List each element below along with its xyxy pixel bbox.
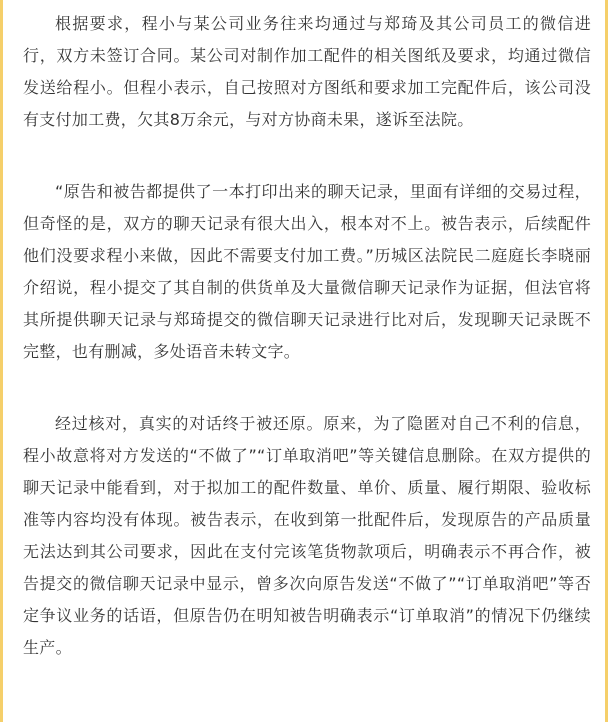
article-body [23,0,591,664]
paragraph-3: 经过核对，真实的对话终于被还原。原来，为了隐匿对自己不利的信息，程小故意将对方发送的“不做了”“订单取消吧”等关键信息删除。在双方提供的聊天记录中能看到，对于拟加工的配件数量、单价、质量、履行期限、验收标准等内容均没有体现。被告表示，在收到第一批配件后，发现原告的产品质量无法达到其公司要求，因此在支付完该笔货物款项后，明确表示不再合作，被告提交的微信聊天记录中显示，曾多次向原告发送“不做了”“订单取消吧”等否定争议业务的话语，但原告仍在明知被告明确表示“订单取消”的情况下仍继续生产。 [23,414,591,657]
paragraph-2: “原告和被告都提供了一本打印出来的聊天记录，里面有详细的交易过程，但奇怪的是，双方的聊天记录有很大出入，根本对不上。被告表示，后续配件他们没要求程小来做，因此不需要支付加工费。”历城区法院民二庭庭长李晓丽介绍说，程小提交了其自制的供货单及大量微信聊天记录作为证据，但法官将其所提供聊天记录与郑琦提交的微信聊天记录进行比对后，发现聊天记录既不完整，也有删减，多处语音未转文字。 [23,182,591,361]
paragraph-1: 根据要求，程小与某公司业务往来均通过与郑琦及其公司员工的微信进行，双方未签订合同。某公司对制作加工配件的相关图纸及要求，均通过微信发送给程小。但程小表示，自己按照对方图纸和要求加工完配件后，该公司没有支付加工费，欠其8万余元，与对方协商未果，遂诉至法院。 [23,14,591,129]
